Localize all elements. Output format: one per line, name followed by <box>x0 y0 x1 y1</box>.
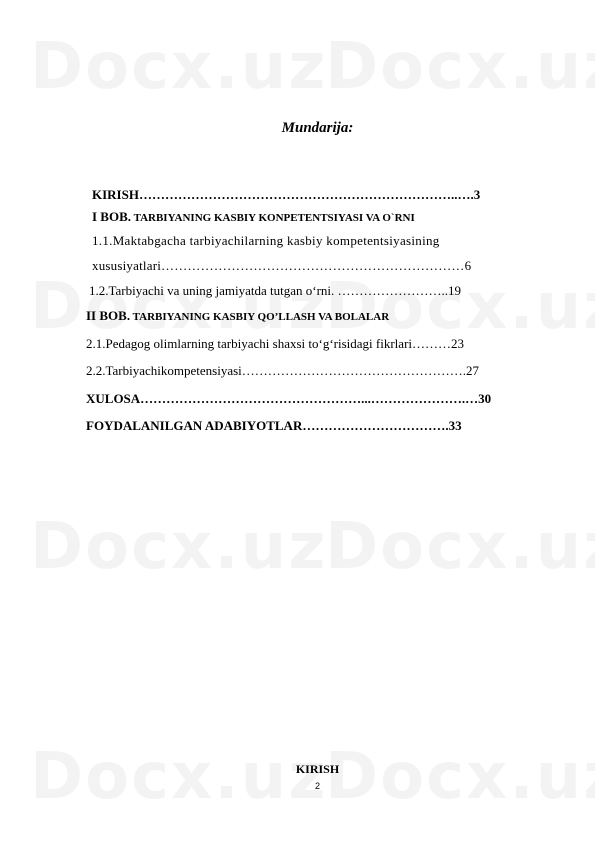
toc-entry-xulosa[interactable]: XULOSA……………………………………………...………………….…30 <box>86 391 492 406</box>
toc-entry-1-1-line1[interactable]: 1.1.Maktabgacha tarbiyachilarning kasbiy kompetentsiyasining <box>92 233 440 248</box>
toc-entry-1-1-line2[interactable]: xususiyatlari……………………………………………………………6 <box>92 258 472 273</box>
watermark <box>30 740 327 814</box>
chapter-2-title: TARBIYANING KASBIY QO’LLASH VA BOLALAR <box>130 311 390 323</box>
toc-entry-foydalanilgan-adabiyotlar[interactable]: FOYDALANILGAN ADABIYOTLAR…………………………….33 <box>86 418 462 433</box>
chapter-1-title: TARBIYANING KASBIY KONPETENTSIYASI VA O`RNI <box>131 212 415 224</box>
watermark <box>30 30 327 104</box>
watermark <box>325 30 595 104</box>
chapter-1-number: I BOB. <box>92 209 132 224</box>
page-number: 2 <box>314 781 320 791</box>
watermark <box>325 510 595 584</box>
page-title: Mundarija: <box>281 120 354 136</box>
toc-entry-2-1[interactable]: 2.1.Pedagog olimlarning tarbiyachi shaxsi to‘g‘risidagi fikrlari………23 <box>86 336 465 351</box>
next-section-heading: KIRISH <box>295 762 340 776</box>
toc-chapter-1[interactable] <box>92 208 415 227</box>
toc-chapter-2[interactable] <box>86 307 389 326</box>
toc-entry-1-2[interactable]: 1.2.Tarbiyachi va uning jamiyatda tutgan o‘rni. ……………………..19 <box>89 283 462 298</box>
toc-entry-kirish[interactable]: KIRISH………………………………………………………………..….3 <box>92 187 481 202</box>
toc-entry-2-2[interactable]: 2.2.Tarbiyachikompetensiyasi…………………………………………….27 <box>86 363 480 378</box>
watermark <box>325 740 595 814</box>
chapter-2-number: II BOB. <box>86 308 131 323</box>
watermark <box>30 510 327 584</box>
